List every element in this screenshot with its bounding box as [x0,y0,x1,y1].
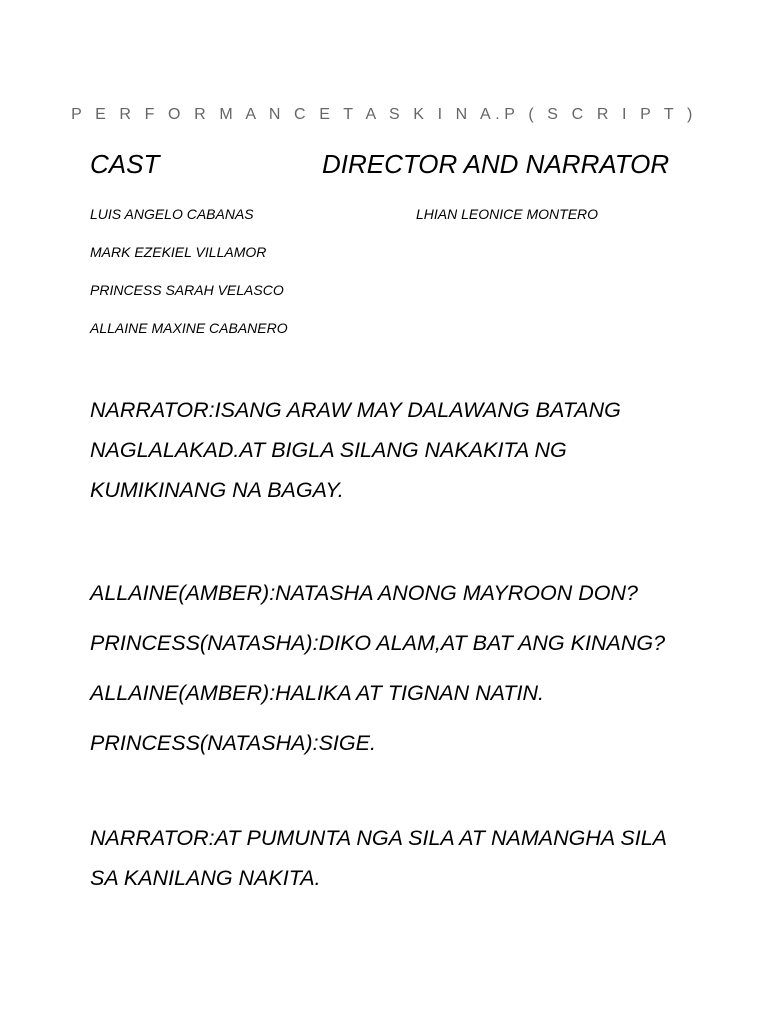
director-heading: DIRECTOR AND NARRATOR [322,149,670,179]
cast-member: MARK EZEKIEL VILLAMOR [90,244,267,260]
script-line: NARRATOR:ISANG ARAW MAY DALAWANG BATANG [90,398,621,422]
cast-heading: CAST [90,149,160,179]
cast-member: LUIS ANGELO CABANAS [90,206,254,222]
document-title: P E R F O R M A N C E T A S K I N A.P ( S C R I P T ) [71,106,697,123]
dialogue-line: ALLAINE(AMBER):NATASHA ANONG MAYROON DON? [90,581,638,605]
script-line: NAGLALAKAD.AT BIGLA SILANG NAKAKITA NG [90,438,567,462]
script-line: KUMIKINANG NA BAGAY. [90,478,344,502]
script-line: SA KANILANG NAKITA. [90,866,321,890]
director-name: LHIAN LEONICE MONTERO [416,206,599,222]
script-line: NARRATOR:AT PUMUNTA NGA SILA AT NAMANGHA SILA [90,826,667,850]
dialogue-block [90,568,690,768]
dialogue-line: PRINCESS(NATASHA):SIGE. [90,731,376,755]
cast-member: PRINCESS SARAH VELASCO [90,282,284,298]
dialogue-line: ALLAINE(AMBER):HALIKA AT TIGNAN NATIN. [90,681,544,705]
narrator-paragraph [90,390,690,510]
narrator-paragraph [90,818,690,898]
cast-member: ALLAINE MAXINE CABANERO [90,320,288,336]
dialogue-line: PRINCESS(NATASHA):DIKO ALAM,AT BAT ANG KINANG? [90,631,666,655]
